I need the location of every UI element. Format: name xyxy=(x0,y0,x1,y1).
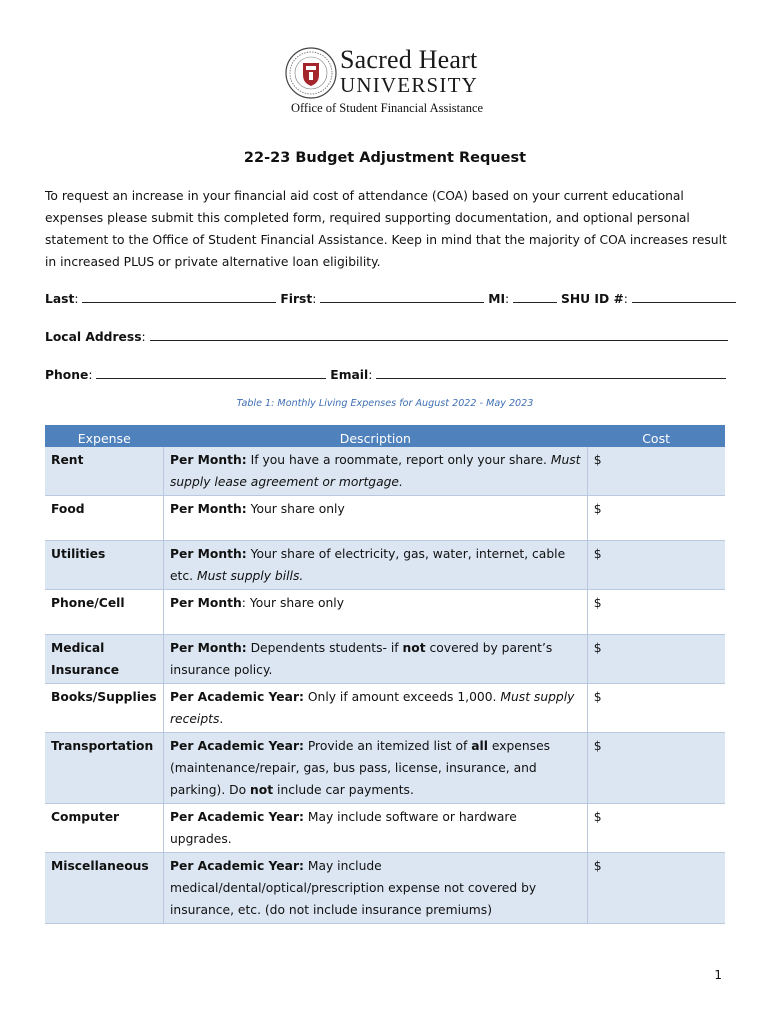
description-text: If you have a roommate, report only your share. xyxy=(246,453,551,467)
description-cell xyxy=(163,590,587,635)
email-label: Email xyxy=(330,368,369,382)
brand-university: UNIVERSITY xyxy=(340,73,478,97)
description-cell xyxy=(163,684,587,733)
description-lead: Per Month: xyxy=(169,502,247,516)
page-number: 1 xyxy=(714,968,722,982)
shu-id-field[interactable] xyxy=(632,290,736,303)
expense-cell: Computer xyxy=(45,804,163,853)
description-lead: Per Month: xyxy=(169,641,247,655)
description-lead: Per Academic Year: xyxy=(169,690,304,704)
description-note: Must supply receipts xyxy=(169,690,575,726)
description-text: include car payments. xyxy=(273,783,414,797)
cost-cell[interactable]: $ xyxy=(587,447,725,496)
page-title: 22-23 Budget Adjustment Request xyxy=(243,150,527,166)
cost-cell[interactable]: $ xyxy=(587,733,725,804)
expense-header: Expense xyxy=(45,425,163,447)
cost-cell[interactable]: $ xyxy=(587,496,725,541)
description-text: : Your share only xyxy=(241,596,344,610)
expense-cell: Utilities xyxy=(45,541,163,590)
address-row: Local Address: xyxy=(45,328,728,344)
table-row xyxy=(45,733,725,804)
description-text: May include medical/dental/optical/prescription expense not covered by insurance, etc. (do not include insurance premiums) xyxy=(169,859,537,917)
phone-label: Phone xyxy=(45,368,89,382)
expense-cell: Food xyxy=(45,496,163,541)
cost-cell[interactable]: $ xyxy=(587,853,725,924)
table-row xyxy=(45,804,725,853)
description-text: Your share of electricity, gas, water, internet, cable etc. xyxy=(169,547,566,583)
description-text: Dependents students- if xyxy=(246,641,403,655)
expense-cell: Medical Insurance xyxy=(45,635,163,684)
cost-header: Cost xyxy=(587,425,725,447)
description-text: expenses (maintenance/repair, gas, bus pass, license, insurance, and parking). Do xyxy=(169,739,551,797)
mi-label: MI xyxy=(488,292,506,306)
expense-cell: Books/Supplies xyxy=(45,684,163,733)
description-lead: Per Academic Year: xyxy=(169,739,304,753)
brand-name: Sacred Heart xyxy=(340,45,478,74)
table-row xyxy=(45,590,725,635)
email-field[interactable] xyxy=(376,366,726,379)
name-row: Last: First: MI: SHU ID #: xyxy=(45,290,736,306)
description-text: . xyxy=(219,712,224,726)
table-row xyxy=(45,496,725,541)
description-emphasis: all xyxy=(471,739,488,753)
description-lead: Per Month: xyxy=(169,453,247,467)
table-header-row xyxy=(45,425,725,447)
table-caption: Table 1: Monthly Living Expenses for August 2022 - May 2023 xyxy=(236,398,534,409)
description-text: Only if amount exceeds 1,000. xyxy=(303,690,501,704)
table-row xyxy=(45,635,725,684)
expense-cell: Phone/Cell xyxy=(45,590,163,635)
cost-cell[interactable]: $ xyxy=(587,804,725,853)
cost-cell[interactable]: $ xyxy=(587,541,725,590)
description-cell xyxy=(163,733,587,804)
description-cell xyxy=(163,447,587,496)
description-lead: Per Month: xyxy=(169,547,247,561)
contact-row: Phone: Email: xyxy=(45,366,726,382)
cost-cell[interactable]: $ xyxy=(587,684,725,733)
description-text: Provide an itemized list of xyxy=(303,739,472,753)
first-label: First xyxy=(280,292,313,306)
local-address-field[interactable] xyxy=(150,328,728,341)
intro-paragraph: To request an increase in your financial aid cost of attendance (COA) based on your current educational expenses please submit this completed form, required supporting documentation, and optional personal statement to the Office of Student Financial Assistance. Keep in mind that the majority of COA increases result in increased PLUS or private alternative loan eligibility. xyxy=(45,189,727,269)
description-cell xyxy=(163,541,587,590)
shu-id-label: SHU ID # xyxy=(561,292,624,306)
description-cell xyxy=(163,853,587,924)
description-cell xyxy=(163,804,587,853)
description-lead: Per Academic Year: xyxy=(169,859,304,873)
description-text: May include software or hardware upgrades. xyxy=(169,810,517,846)
expense-cell: Rent xyxy=(45,447,163,496)
description-emphasis: not xyxy=(402,641,426,655)
description-text: Your share only xyxy=(246,502,345,516)
phone-field[interactable] xyxy=(96,366,326,379)
description-emphasis: not xyxy=(250,783,274,797)
description-text: covered by parent’s insurance policy. xyxy=(169,641,553,677)
university-logo xyxy=(284,46,494,102)
mi-field[interactable] xyxy=(513,290,557,303)
description-cell xyxy=(163,635,587,684)
description-lead: Per Month xyxy=(169,596,242,610)
description-header: Description xyxy=(163,425,587,447)
description-note: Must supply bills. xyxy=(196,569,304,583)
university-seal-icon xyxy=(284,46,338,100)
cost-cell[interactable]: $ xyxy=(587,590,725,635)
last-name-field[interactable] xyxy=(82,290,276,303)
local-address-label: Local Address xyxy=(45,330,142,344)
table-row xyxy=(45,447,725,496)
budget-table xyxy=(45,425,725,924)
expense-cell: Miscellaneous xyxy=(45,853,163,924)
first-name-field[interactable] xyxy=(320,290,484,303)
description-note: Must supply lease agreement or mortgage. xyxy=(169,453,581,489)
expense-cell: Transportation xyxy=(45,733,163,804)
table-row xyxy=(45,853,725,924)
cost-cell[interactable]: $ xyxy=(587,635,725,684)
last-label: Last xyxy=(45,292,75,306)
table-row xyxy=(45,684,725,733)
table-row xyxy=(45,541,725,590)
office-name: Office of Student Financial Assistance xyxy=(290,101,484,115)
description-lead: Per Academic Year: xyxy=(169,810,304,824)
description-cell xyxy=(163,496,587,541)
